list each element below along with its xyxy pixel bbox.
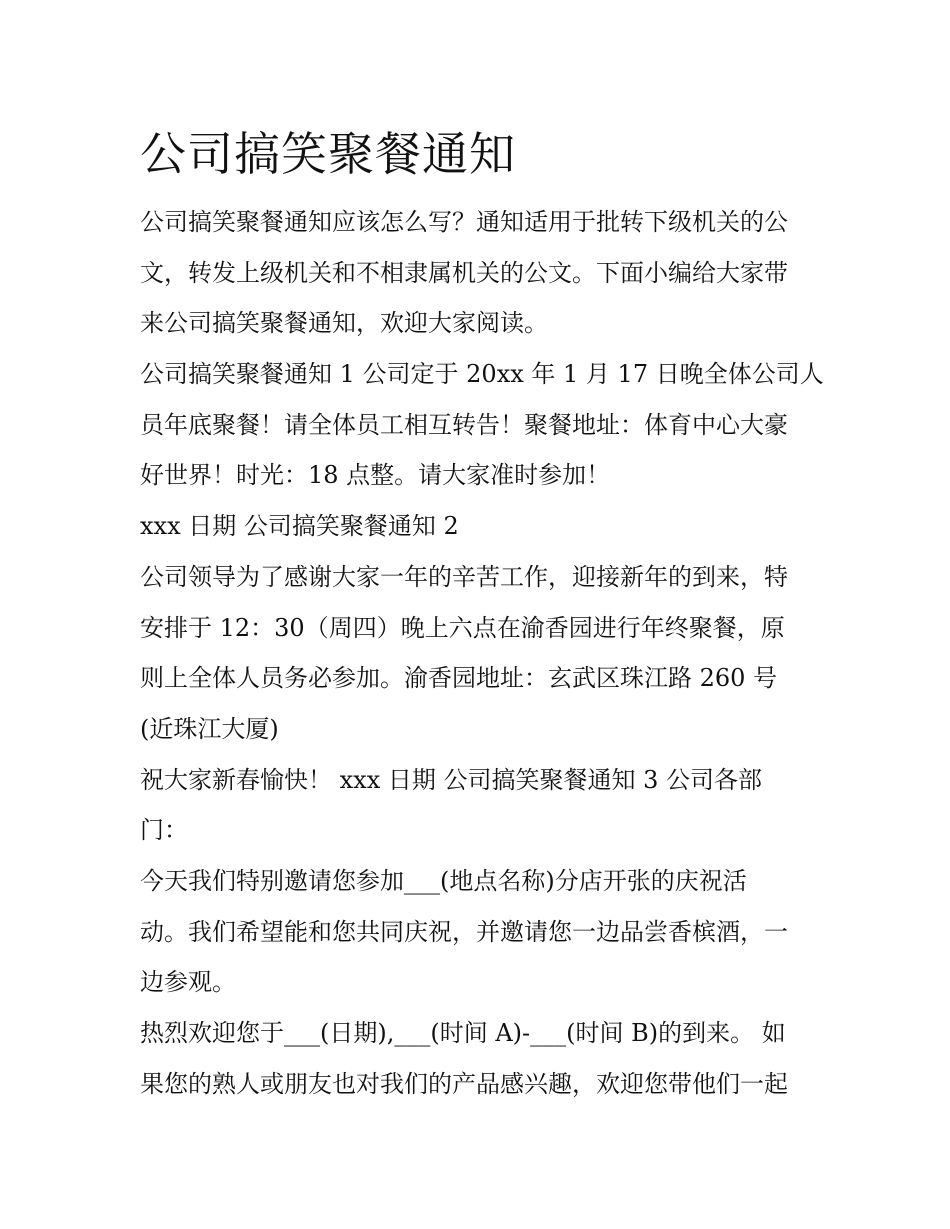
- body-line: 安排于 12：30（周四）晚上六点在渝香园进行年终聚餐，原: [140, 613, 785, 642]
- body-line: 今天我们特别邀请您参加___(地点名称)分店开张的庆祝活: [140, 866, 747, 895]
- body-line: 公司搞笑聚餐通知应该怎么写？通知适用于批转下级机关的公: [140, 208, 788, 236]
- body-line: 动。我们希望能和您共同庆祝，并邀请您一边品尝香槟酒，一: [140, 917, 788, 946]
- body-line: xxx 日期 公司搞笑聚餐通知 2: [140, 512, 459, 541]
- body-line: 来公司搞笑聚餐通知，欢迎大家阅读。: [140, 309, 548, 338]
- body-line: 文，转发上级机关和不相隶属机关的公文。下面小编给大家带: [140, 258, 788, 287]
- body-line: 则上全体人员务必参加。渝香园地址：玄武区珠江路 260 号: [140, 664, 778, 693]
- body-line: 热烈欢迎您于___(日期),___(时间 A)-___(时间 B)的到来。 如: [140, 1019, 786, 1047]
- body-line: (近珠江大厦): [140, 714, 279, 743]
- body-line: 边参观。: [140, 968, 236, 997]
- body-line: 门：: [140, 816, 188, 845]
- body-line: 员年底聚餐！请全体员工相互转告！聚餐地址：体育中心大豪: [140, 410, 788, 439]
- body-line: 祝大家新春愉快！ xxx 日期 公司搞笑聚餐通知 3 公司各部: [140, 765, 763, 794]
- document-title: 公司搞笑聚餐通知: [140, 127, 516, 181]
- body-line: 公司领导为了感谢大家一年的辛苦工作，迎接新年的到来，特: [140, 562, 788, 591]
- document-body: [140, 202, 824, 1114]
- body-line: 好世界！时光：18 点整。请大家准时参加！: [140, 461, 611, 490]
- body-line: 公司搞笑聚餐通知 1 公司定于 20xx 年 1 月 17 日晚全体公司人: [140, 360, 824, 389]
- body-line: 果您的熟人或朋友也对我们的产品感兴趣，欢迎您带他们一起: [140, 1069, 788, 1098]
